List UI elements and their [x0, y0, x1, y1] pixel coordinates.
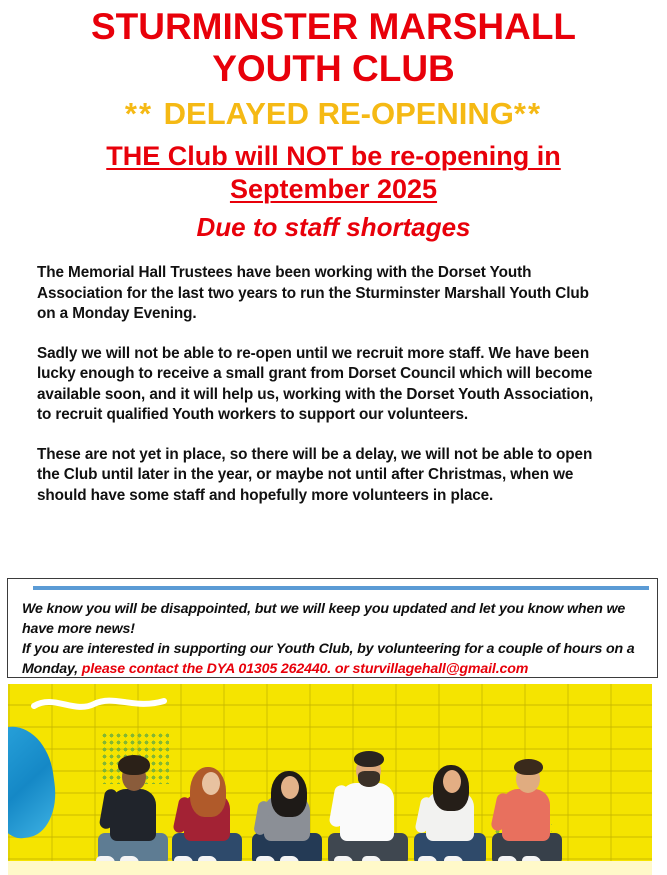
person-6	[488, 731, 574, 867]
callout-accent-bar	[33, 586, 649, 590]
delayed-reopening-text: DELAYED RE-OPENING	[163, 96, 514, 131]
delayed-reopening-banner	[0, 94, 667, 134]
photo-floor-strip	[8, 861, 652, 875]
poster-header	[0, 0, 667, 243]
page-title-line-2: YOUTH CLUB	[212, 48, 455, 89]
not-reopening-headline-text: THE Club will NOT be re-opening in	[106, 141, 561, 171]
person-6-hair	[514, 759, 543, 775]
person-3	[248, 739, 334, 867]
person-5	[410, 735, 498, 867]
asterisk-suffix: **	[513, 96, 543, 131]
person-2	[168, 735, 254, 867]
contact-details: please contact the DYA 01305 262440. or sturvillagehall@gmail.com	[81, 661, 529, 677]
not-reopening-headline	[0, 140, 667, 173]
callout-line-2-prefix: If you are interested in supporting our Youth Club, by volunteering for a couple of hours on a Monday,	[22, 641, 635, 677]
body-paragraph-3: These are not yet in place, so there will be a delay, we will not be able to open the Club until later in the year, or maybe not until after Christmas, when we should have some staff and hopefully more volunteers in place.	[37, 445, 593, 504]
person-4-hair	[354, 751, 384, 767]
youth-group-photo	[8, 684, 652, 875]
page-title-line-1: STURMINSTER MARSHALL	[90, 6, 577, 47]
person-4-beard	[358, 771, 380, 787]
person-1-hair	[118, 755, 150, 775]
person-2-face	[202, 772, 220, 795]
staff-shortages-subhead: Due to staff shortages	[196, 212, 471, 242]
person-5-face	[443, 770, 461, 793]
body-copy	[37, 263, 597, 506]
asterisk-prefix: **	[124, 96, 164, 131]
body-paragraph-2: Sadly we will not be able to re-open until we recruit more staff. We have been lucky enough to receive a small grant from Dorset Council which will become available soon, and it will help us, working with the Dorset Youth Association, to recruit qualified Youth workers to support our volunteers.	[37, 344, 594, 423]
white-squiggle-decoration	[30, 692, 170, 719]
callout-line-2	[22, 639, 643, 679]
callout-line-1: We know you will be disappointed, but we will keep you updated and let you know when we have more news!	[22, 601, 626, 637]
callout-text	[22, 599, 643, 679]
callout-box	[7, 578, 658, 678]
month-headline-text: September 2025	[229, 174, 438, 204]
month-headline	[0, 173, 667, 206]
seated-youth-group	[96, 717, 566, 867]
person-4	[324, 721, 420, 867]
body-paragraph-1: The Memorial Hall Trustees have been working with the Dorset Youth Association for the last two years to run the Sturminster Marshall Youth Club on a Monday Evening.	[37, 264, 589, 322]
person-3-face	[281, 776, 299, 799]
